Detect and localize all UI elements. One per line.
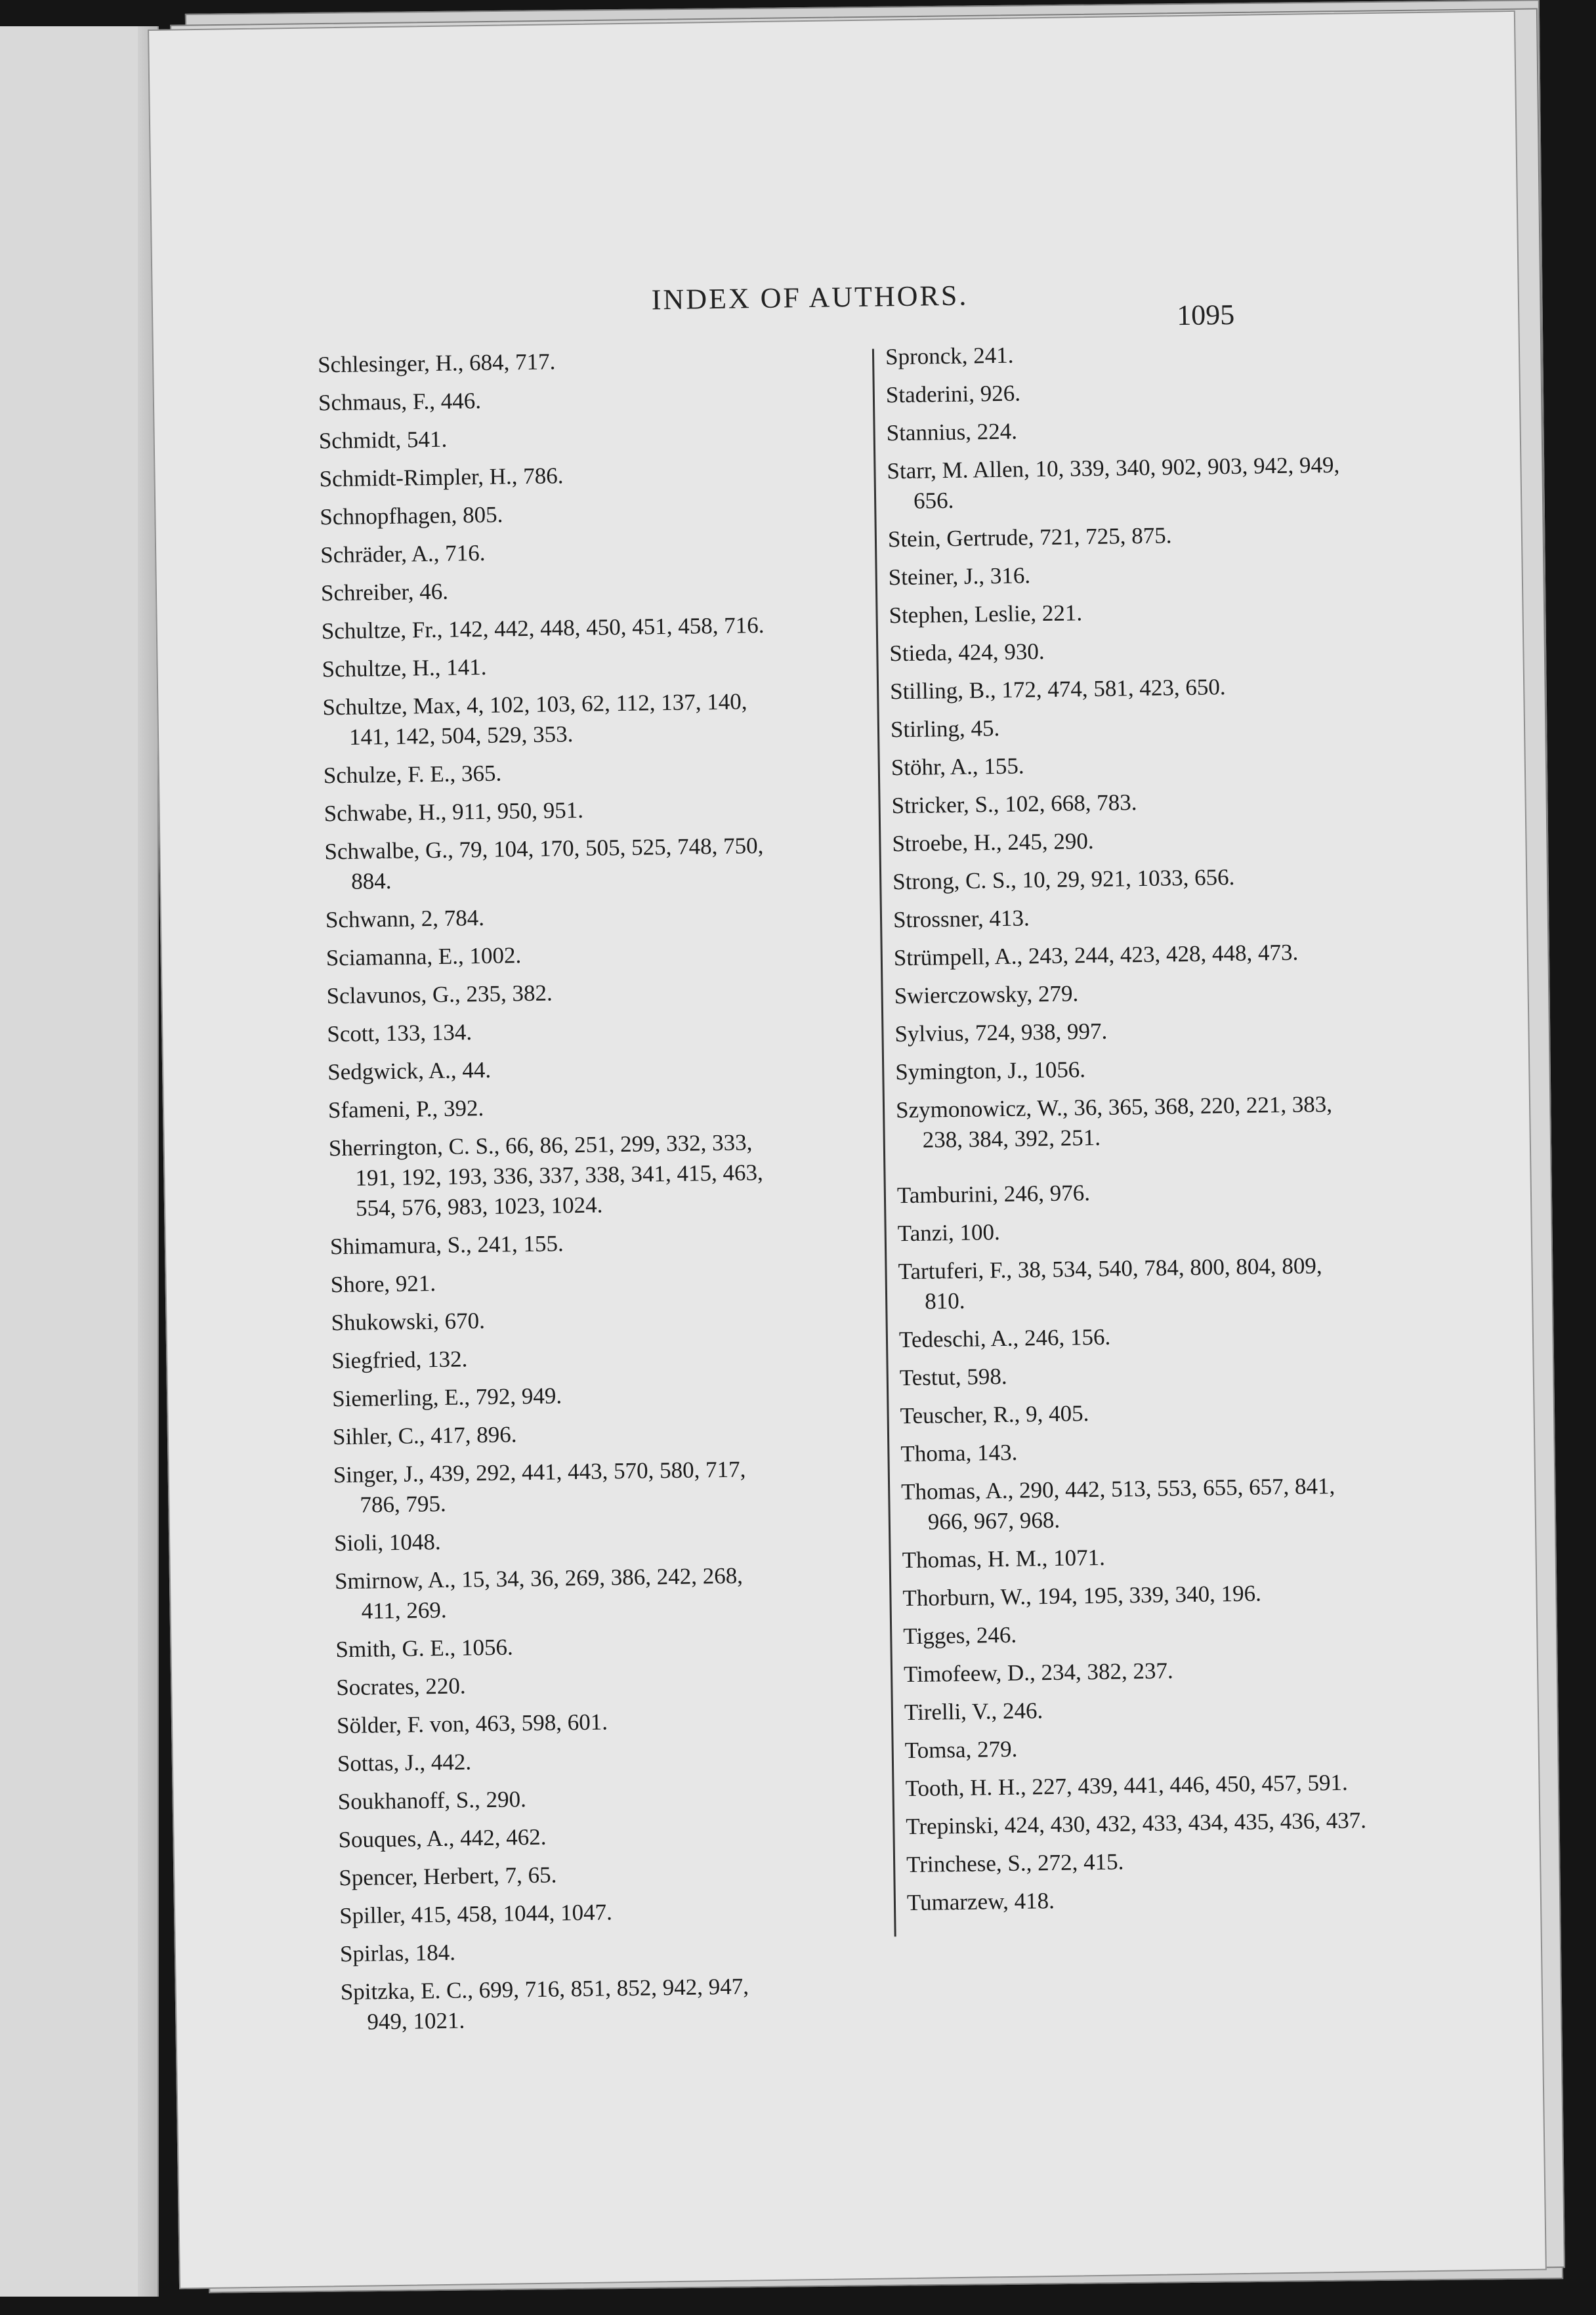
index-entry: Stricker, S., 102, 668, 783.	[891, 789, 1137, 819]
index-entry: Stein, Gertrude, 721, 725, 875.	[887, 522, 1172, 553]
index-entry: Schultze, Max, 4, 102, 103, 62, 112, 137, 140, 141, 142, 504, 529, 353.	[322, 688, 747, 750]
index-entry: Socrates, 220.	[336, 1673, 466, 1701]
index-entry: Schwabe, H., 911, 950, 951.	[324, 797, 584, 827]
index-entry: Sylvius, 724, 938, 997.	[894, 1018, 1108, 1047]
index-entry: Schultze, Fr., 142, 442, 448, 450, 451, 458, 716.	[321, 612, 765, 644]
index-entry: Swierczowsky, 279.	[894, 980, 1079, 1009]
index-entry: Shore, 921.	[330, 1270, 436, 1298]
index-entry: Strong, C. S., 10, 29, 921, 1033, 656.	[892, 864, 1235, 895]
index-entry: Schmidt, 541.	[318, 426, 448, 454]
index-entry: Stirling, 45.	[890, 715, 1000, 743]
index-entry: Schmidt-Rimpler, H., 786.	[319, 463, 564, 492]
page-number: 1095	[1176, 298, 1235, 332]
index-entry: Stannius, 224.	[886, 418, 1018, 446]
index-entry: Strossner, 413.	[892, 905, 1030, 933]
index-entry: Smith, G. E., 1056.	[335, 1634, 514, 1663]
left-page	[0, 26, 159, 2297]
index-entry: Stöhr, A., 155.	[891, 753, 1024, 781]
index-entry: Smirnow, A., 15, 34, 36, 269, 386, 242, 268, 411, 269.	[334, 1562, 744, 1624]
index-entry: Shimamura, S., 241, 155.	[329, 1230, 564, 1260]
index-entry: Sioli, 1048.	[333, 1528, 441, 1556]
index-entry: Schulze, F. E., 365.	[323, 760, 502, 789]
index-entry: Singer, J., 439, 292, 441, 443, 570, 580, 717, 786, 795.	[333, 1456, 746, 1518]
index-entry: Schmaus, F., 446.	[318, 387, 482, 416]
index-entry: Thoma, 143.	[900, 1439, 1018, 1467]
index-entry: Stieda, 424, 930.	[889, 638, 1045, 667]
index-entry: Souques, A., 442, 462.	[338, 1824, 547, 1853]
index-entry: Schlesinger, H., 684, 717.	[317, 348, 556, 378]
index-entry: Stroebe, H., 245, 290.	[892, 827, 1094, 857]
index-entry: Stilling, B., 172, 474, 581, 423, 650.	[889, 674, 1226, 705]
index-entry: Sclavunos, G., 235, 382.	[326, 980, 553, 1009]
index-entry: Tumarzew, 418.	[906, 1887, 1055, 1916]
index-entry: Thorburn, W., 194, 195, 339, 340, 196.	[902, 1580, 1262, 1612]
index-entry: Tomsa, 279.	[904, 1736, 1018, 1764]
index-entry: Schnopfhagen, 805.	[320, 501, 503, 530]
index-entry: Sfameni, P., 392.	[327, 1095, 484, 1123]
index-entry: Thomas, A., 290, 442, 513, 553, 655, 657, 841, 966, 967, 968.	[900, 1472, 1335, 1535]
index-entry: Spencer, Herbert, 7, 65.	[339, 1862, 557, 1891]
index-entry: Spiller, 415, 458, 1044, 1047.	[339, 1899, 613, 1929]
index-entry: Siemerling, E., 792, 949.	[331, 1383, 562, 1412]
index-entry: Siegfried, 132.	[331, 1346, 468, 1374]
index-entry: Thomas, H. M., 1071.	[902, 1544, 1106, 1574]
index-entry: Sottas, J., 442.	[337, 1749, 472, 1777]
index-entry: Tigges, 246.	[903, 1621, 1017, 1650]
index-entry: Sciamanna, E., 1002.	[326, 942, 522, 971]
index-entry: Soukhanoff, S., 290.	[337, 1786, 527, 1815]
index-entry: Sihler, C., 417, 896.	[332, 1421, 517, 1450]
index-entry: Sedgwick, A., 44.	[327, 1056, 492, 1085]
index-entry: Schwalbe, G., 79, 104, 170, 505, 525, 748, 750, 884.	[324, 833, 764, 894]
index-entry: Testut, 598.	[899, 1363, 1007, 1391]
index-entry: Spitzka, E. C., 699, 716, 851, 852, 942, 947, 949, 1021.	[340, 1973, 749, 2035]
index-entry: Sölder, F. von, 463, 598, 601.	[336, 1709, 608, 1739]
index-entry: Schräder, A., 716.	[320, 539, 486, 568]
index-entry: Tedeschi, A., 246, 156.	[898, 1324, 1111, 1353]
index-entry: Strümpell, A., 243, 244, 423, 428, 448, 473.	[893, 939, 1299, 971]
index-entry: Schreiber, 46.	[320, 578, 449, 606]
index-entry: Trepinski, 424, 430, 432, 433, 434, 435, 436, 437.	[906, 1807, 1367, 1840]
index-entry: Teuscher, R., 9, 405.	[900, 1400, 1089, 1429]
index-entry: Spirlas, 184.	[339, 1939, 456, 1967]
index-entry: Tooth, H. H., 227, 439, 441, 446, 450, 457, 591.	[905, 1769, 1348, 1802]
index-entry: Timofeew, D., 234, 382, 237.	[903, 1658, 1173, 1688]
index-column-left	[318, 344, 794, 2045]
index-column-right	[885, 335, 1374, 1926]
index-entry: Tamburini, 246, 976.	[896, 1180, 1091, 1209]
index-entry: Starr, M. Allen, 10, 339, 340, 902, 903, 942, 949, 656.	[887, 451, 1340, 514]
index-entry: Schwann, 2, 784.	[325, 904, 485, 933]
index-entry: Staderini, 926.	[885, 380, 1021, 408]
index-entry: Tartuferi, F., 38, 534, 540, 784, 800, 804, 809, 810.	[898, 1253, 1322, 1314]
index-entry: Spronck, 241.	[885, 342, 1014, 370]
index-entry: Tanzi, 100.	[897, 1219, 1000, 1247]
index-entry: Shukowski, 670.	[331, 1308, 486, 1336]
index-entry: Symington, J., 1056.	[895, 1056, 1086, 1085]
index-entry: Stephen, Leslie, 221.	[889, 600, 1083, 629]
index-entry: Steiner, J., 316.	[888, 562, 1031, 591]
page-header-title: INDEX OF AUTHORS.	[651, 279, 969, 316]
book-page	[148, 10, 1547, 2289]
index-entry: Trinchese, S., 272, 415.	[906, 1848, 1124, 1878]
index-entry: Szymonowicz, W., 36, 365, 368, 220, 221, 383, 238, 384, 392, 251.	[895, 1091, 1333, 1153]
index-entry: Schultze, H., 141.	[322, 654, 487, 682]
index-entry: Tirelli, V., 246.	[904, 1698, 1043, 1726]
index-entry: Scott, 133, 134.	[327, 1019, 472, 1047]
index-entry: Sherrington, C. S., 66, 86, 251, 299, 332, 333, 191, 192, 193, 336, 337, 338, 341, 415, 463, 554, 576, 983, 1023, 1024.	[328, 1129, 763, 1221]
